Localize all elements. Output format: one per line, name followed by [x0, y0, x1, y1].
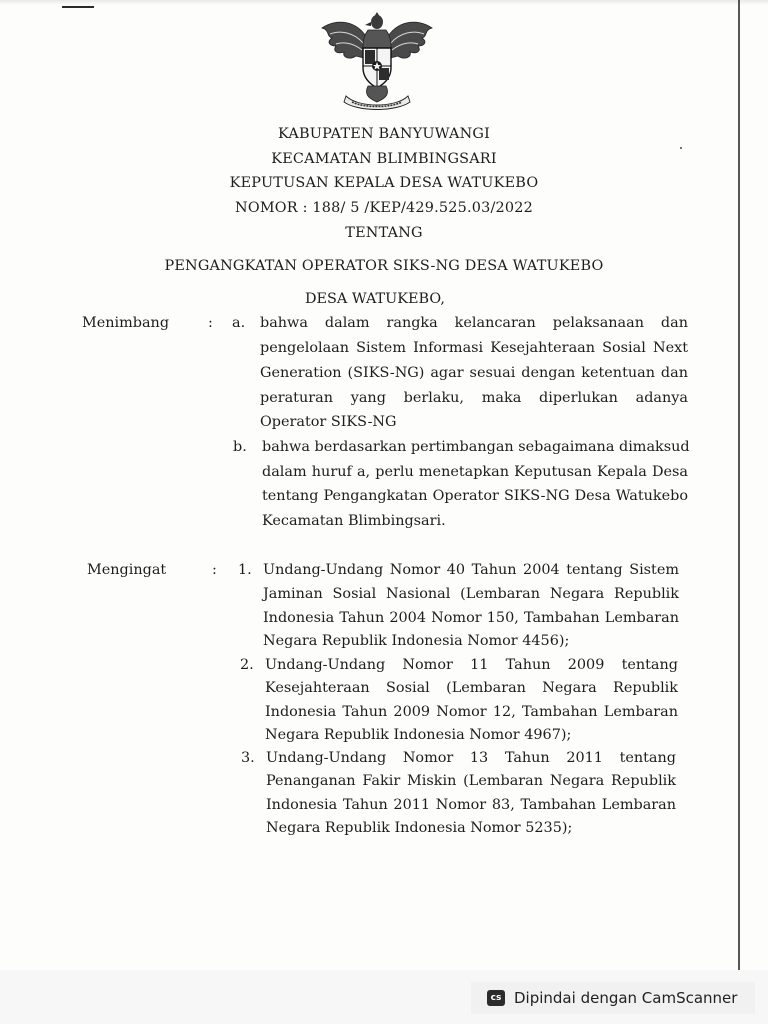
header-regency: KABUPATEN BANYUWANGI — [278, 126, 490, 142]
menimbang-b-line-3: tentang Pengangkatan Operator SIKS-NG Desa Watukebo — [262, 488, 688, 504]
menimbang-label: Menimbang — [82, 315, 170, 331]
menimbang-a-line-4: peraturan yang berlaku, maka diperlukan adanya — [260, 390, 688, 406]
menimbang-b-line-1: bahwa berdasarkan pertimbangan sebagaimana dimaksud — [262, 439, 690, 455]
scan-speck — [680, 147, 682, 149]
camscanner-badge — [471, 982, 755, 1014]
mengingat-3-line-3: Indonesia Tahun 2011 Nomor 83, Tambahan Lembaran — [266, 797, 676, 813]
menimbang-colon: : — [208, 315, 213, 331]
mengingat-1-line-2: Jaminan Sosial Nasional (Lembaran Negara Republik — [263, 586, 679, 602]
menimbang-marker-a: a. — [232, 315, 246, 331]
mengingat-3-line-1: Undang-Undang Nomor 13 Tahun 2011 tentang — [266, 750, 676, 766]
issuing-authority: DESA WATUKEBO, — [305, 291, 445, 307]
menimbang-a-line-2: pengelolaan Sistem Informasi Kesejahteraan Sosial Next — [260, 340, 688, 356]
mengingat-1-line-3: Indonesia Tahun 2004 Nomor 150, Tambahan Lembaran — [263, 610, 679, 626]
mengingat-label: Mengingat — [87, 562, 167, 578]
garuda-emblem-icon — [318, 10, 436, 112]
mengingat-1-line-4: Negara Republik Indonesia Nomor 4456); — [263, 633, 570, 649]
menimbang-marker-b: b. — [233, 439, 247, 455]
header-decree-title: KEPUTUSAN KEPALA DESA WATUKEBO — [229, 175, 539, 191]
menimbang-a-line-3: Generation (SIKS-NG) agar sesuai dengan ketentuan dan — [260, 365, 688, 381]
camscanner-label: Dipindai dengan CamScanner — [514, 989, 738, 1007]
header-district: KECAMATAN BLIMBINGSARI — [271, 151, 497, 167]
header-decree-number: NOMOR : 188/ 5 /KEP/429.525.03/2022 — [235, 200, 533, 216]
mengingat-2-line-1: Undang-Undang Nomor 11 Tahun 2009 tentang — [265, 657, 678, 673]
mengingat-colon: : — [212, 562, 217, 578]
mengingat-1-line-1: Undang-Undang Nomor 40 Tahun 2004 tentang Sistem — [263, 562, 679, 578]
menimbang-b-line-2: dalam huruf a, perlu menetapkan Keputusan Kepala Desa — [262, 464, 688, 480]
menimbang-a-line-1: bahwa dalam rangka kelancaran pelaksanaan dan — [260, 315, 688, 331]
mengingat-3-line-4: Negara Republik Indonesia Nomor 5235); — [266, 820, 573, 836]
menimbang-a-line-5: Operator SIKS-NG — [260, 414, 397, 430]
decree-subject: PENGANGKATAN OPERATOR SIKS-NG DESA WATUKEBO — [164, 258, 604, 274]
mengingat-marker-1: 1. — [238, 562, 252, 578]
mengingat-2-line-2: Kesejahteraan Sosial (Lembaran Negara Republik — [265, 680, 678, 696]
menimbang-b-line-4: Kecamatan Blimbingsari. — [262, 513, 446, 529]
scan-shadow-top — [0, 0, 768, 5]
mengingat-3-line-2: Penanganan Fakir Miskin (Lembaran Negara Republik — [266, 773, 676, 789]
scan-edge-right — [738, 0, 740, 970]
mengingat-2-line-4: Negara Republik Indonesia Nomor 4967); — [265, 727, 572, 743]
mengingat-marker-3: 3. — [241, 750, 255, 766]
scan-corner-mark — [62, 6, 94, 8]
mengingat-marker-2: 2. — [240, 657, 254, 673]
header-tentang: TENTANG — [345, 225, 423, 241]
mengingat-2-line-3: Indonesia Tahun 2009 Nomor 12, Tambahan Lembaran — [265, 704, 678, 720]
camscanner-icon: cs — [487, 990, 505, 1006]
